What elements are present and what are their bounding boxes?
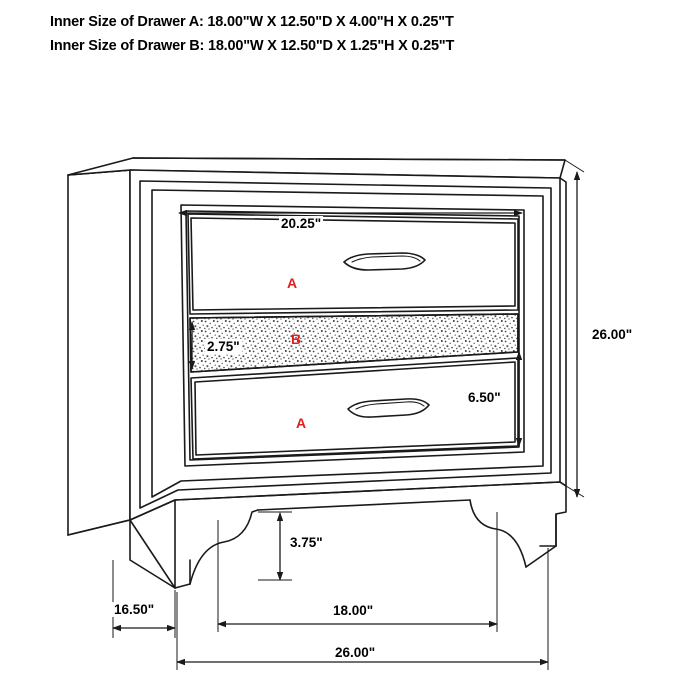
dim-height-label: 26.00" (592, 327, 633, 342)
drawer-b-label: B (291, 331, 302, 347)
dim-leg-height-label: 3.75" (290, 535, 323, 550)
dim-depth-label: 16.50" (114, 602, 155, 617)
drawer-a-top-label: A (287, 275, 298, 291)
cabinet-left-side-panel (68, 170, 130, 535)
ext-bottom-right (566, 486, 584, 497)
ext-top-right (565, 160, 584, 172)
dim-top-width-label: 20.25" (281, 216, 322, 231)
dim-total-width-label: 26.00" (335, 645, 376, 660)
drawer-a-bottom-label: A (296, 415, 307, 431)
dim-drawer-b-height-label: 2.75" (207, 339, 240, 354)
drawer-handle-top (344, 253, 425, 270)
drawer-b-spec-text: Inner Size of Drawer B: 18.00"W X 12.50"D X 1.25"H X 0.25"T (50, 38, 455, 54)
drawer-a-spec-text: Inner Size of Drawer A: 18.00"W X 12.50"D X 4.00"H X 0.25"T (50, 14, 454, 30)
dim-inner-width-label: 18.00" (333, 603, 374, 618)
dim-drawer-a-height-label: 6.50" (468, 390, 501, 405)
